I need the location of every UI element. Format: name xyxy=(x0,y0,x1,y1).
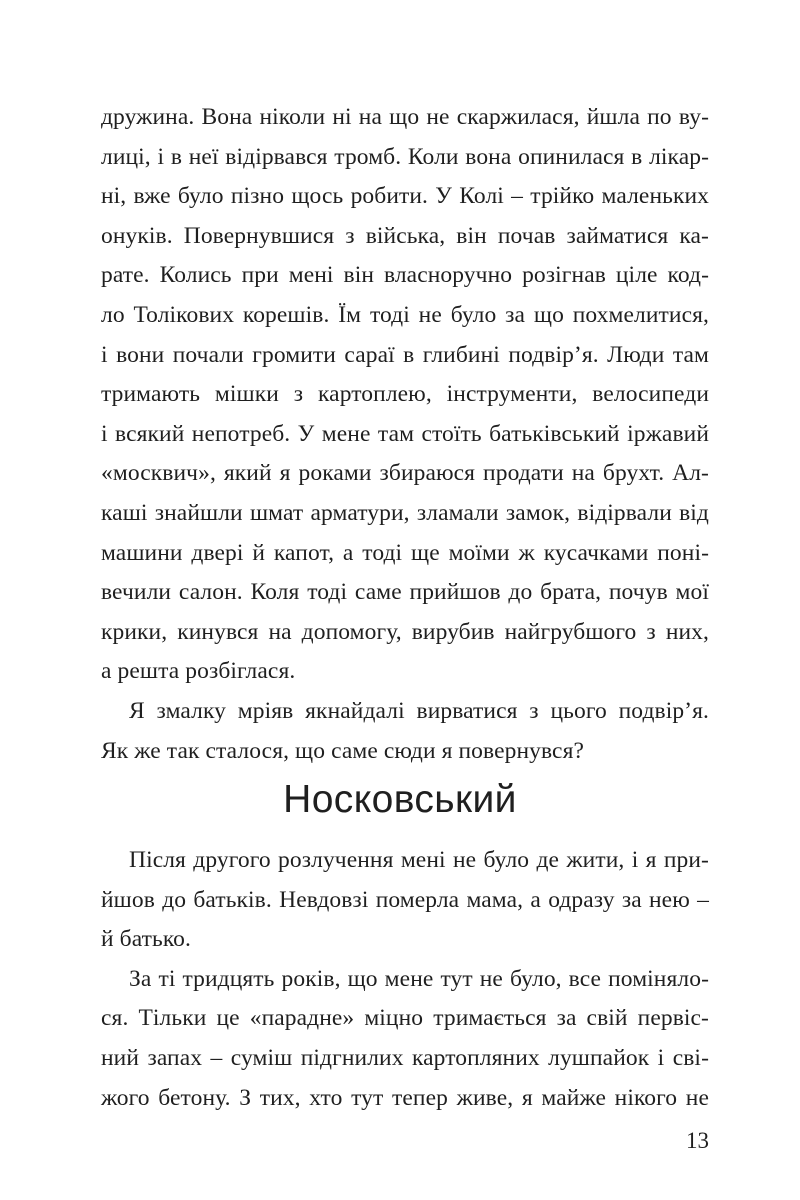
text-line: лиці, і в неї відірвався тромб. Коли вона опинилася в лікар- xyxy=(101,143,709,170)
text-line: Як же так сталося, що саме сюди я повернувся? xyxy=(101,737,585,764)
text-line: Після другого розлучення мені не було де жити, і я при- xyxy=(129,847,709,873)
text-line: ні, вже було пізно щось робити. У Колі – трійко маленьких xyxy=(101,183,709,210)
body-text-top xyxy=(101,98,709,771)
text-line: «москвич», який я роками збираюся продати на брухт. Ал- xyxy=(101,460,709,487)
text-line: жого бетону. З тих, хто тут тепер живе, я майже нікого не xyxy=(101,1084,709,1111)
paragraph xyxy=(101,841,709,960)
chapter-title: Носковський xyxy=(283,778,517,822)
text-line: машини двері й капот, а тоді ще моїми ж кусачками поні- xyxy=(101,539,709,566)
text-line: і вони почали громити сараї в глибині подвір’я. Люди там xyxy=(101,341,709,368)
text-line: й батько. xyxy=(101,926,191,953)
text-line: ся. Тільки це «парадне» міцно тримається за свій первіс- xyxy=(101,1005,709,1032)
text-line: ло Толікових корешів. Їм тоді не було за що похмелитися, xyxy=(101,301,709,328)
paragraph xyxy=(101,960,709,1118)
page-number: 13 xyxy=(686,1128,709,1153)
text-line: тримають мішки з картоплею, інструменти, велосипеди xyxy=(101,381,709,408)
text-line: і всякий непотреб. У мене там стоїть батьківський іржавий xyxy=(101,420,709,447)
text-line: рате. Колись при мені він власноручно розігнав ціле код- xyxy=(101,262,709,289)
paragraph xyxy=(101,692,709,771)
text-line: а решта розбіглася. xyxy=(101,658,296,685)
text-line: йшов до батьків. Невдовзі померла мама, а одразу за нею – xyxy=(101,886,709,913)
text-line: Я змалку мріяв якнайдалі вирватися з цього подвір’я. xyxy=(129,697,709,724)
text-line: За ті тридцять років, що мене тут не було, все поміняло- xyxy=(129,965,709,992)
text-line: онуків. Повернувшися з війська, він почав займатися ка- xyxy=(101,222,709,249)
text-line: ний запах – суміш підгнилих картопляних лушпайок і сві- xyxy=(101,1044,709,1071)
text-line: дружина. Вона ніколи ні на що не скаржилася, йшла по ву- xyxy=(101,104,709,130)
body-text-bottom xyxy=(101,841,709,1118)
text-line: каші знайшли шмат арматури, зламали замок, відірвали від xyxy=(101,499,709,526)
text-line: крики, кинувся на допомогу, вирубив найгрубшого з них, xyxy=(101,618,709,645)
paragraph xyxy=(101,98,709,692)
text-line: вечили салон. Коля тоді саме прийшов до брата, почув мої xyxy=(101,579,709,606)
